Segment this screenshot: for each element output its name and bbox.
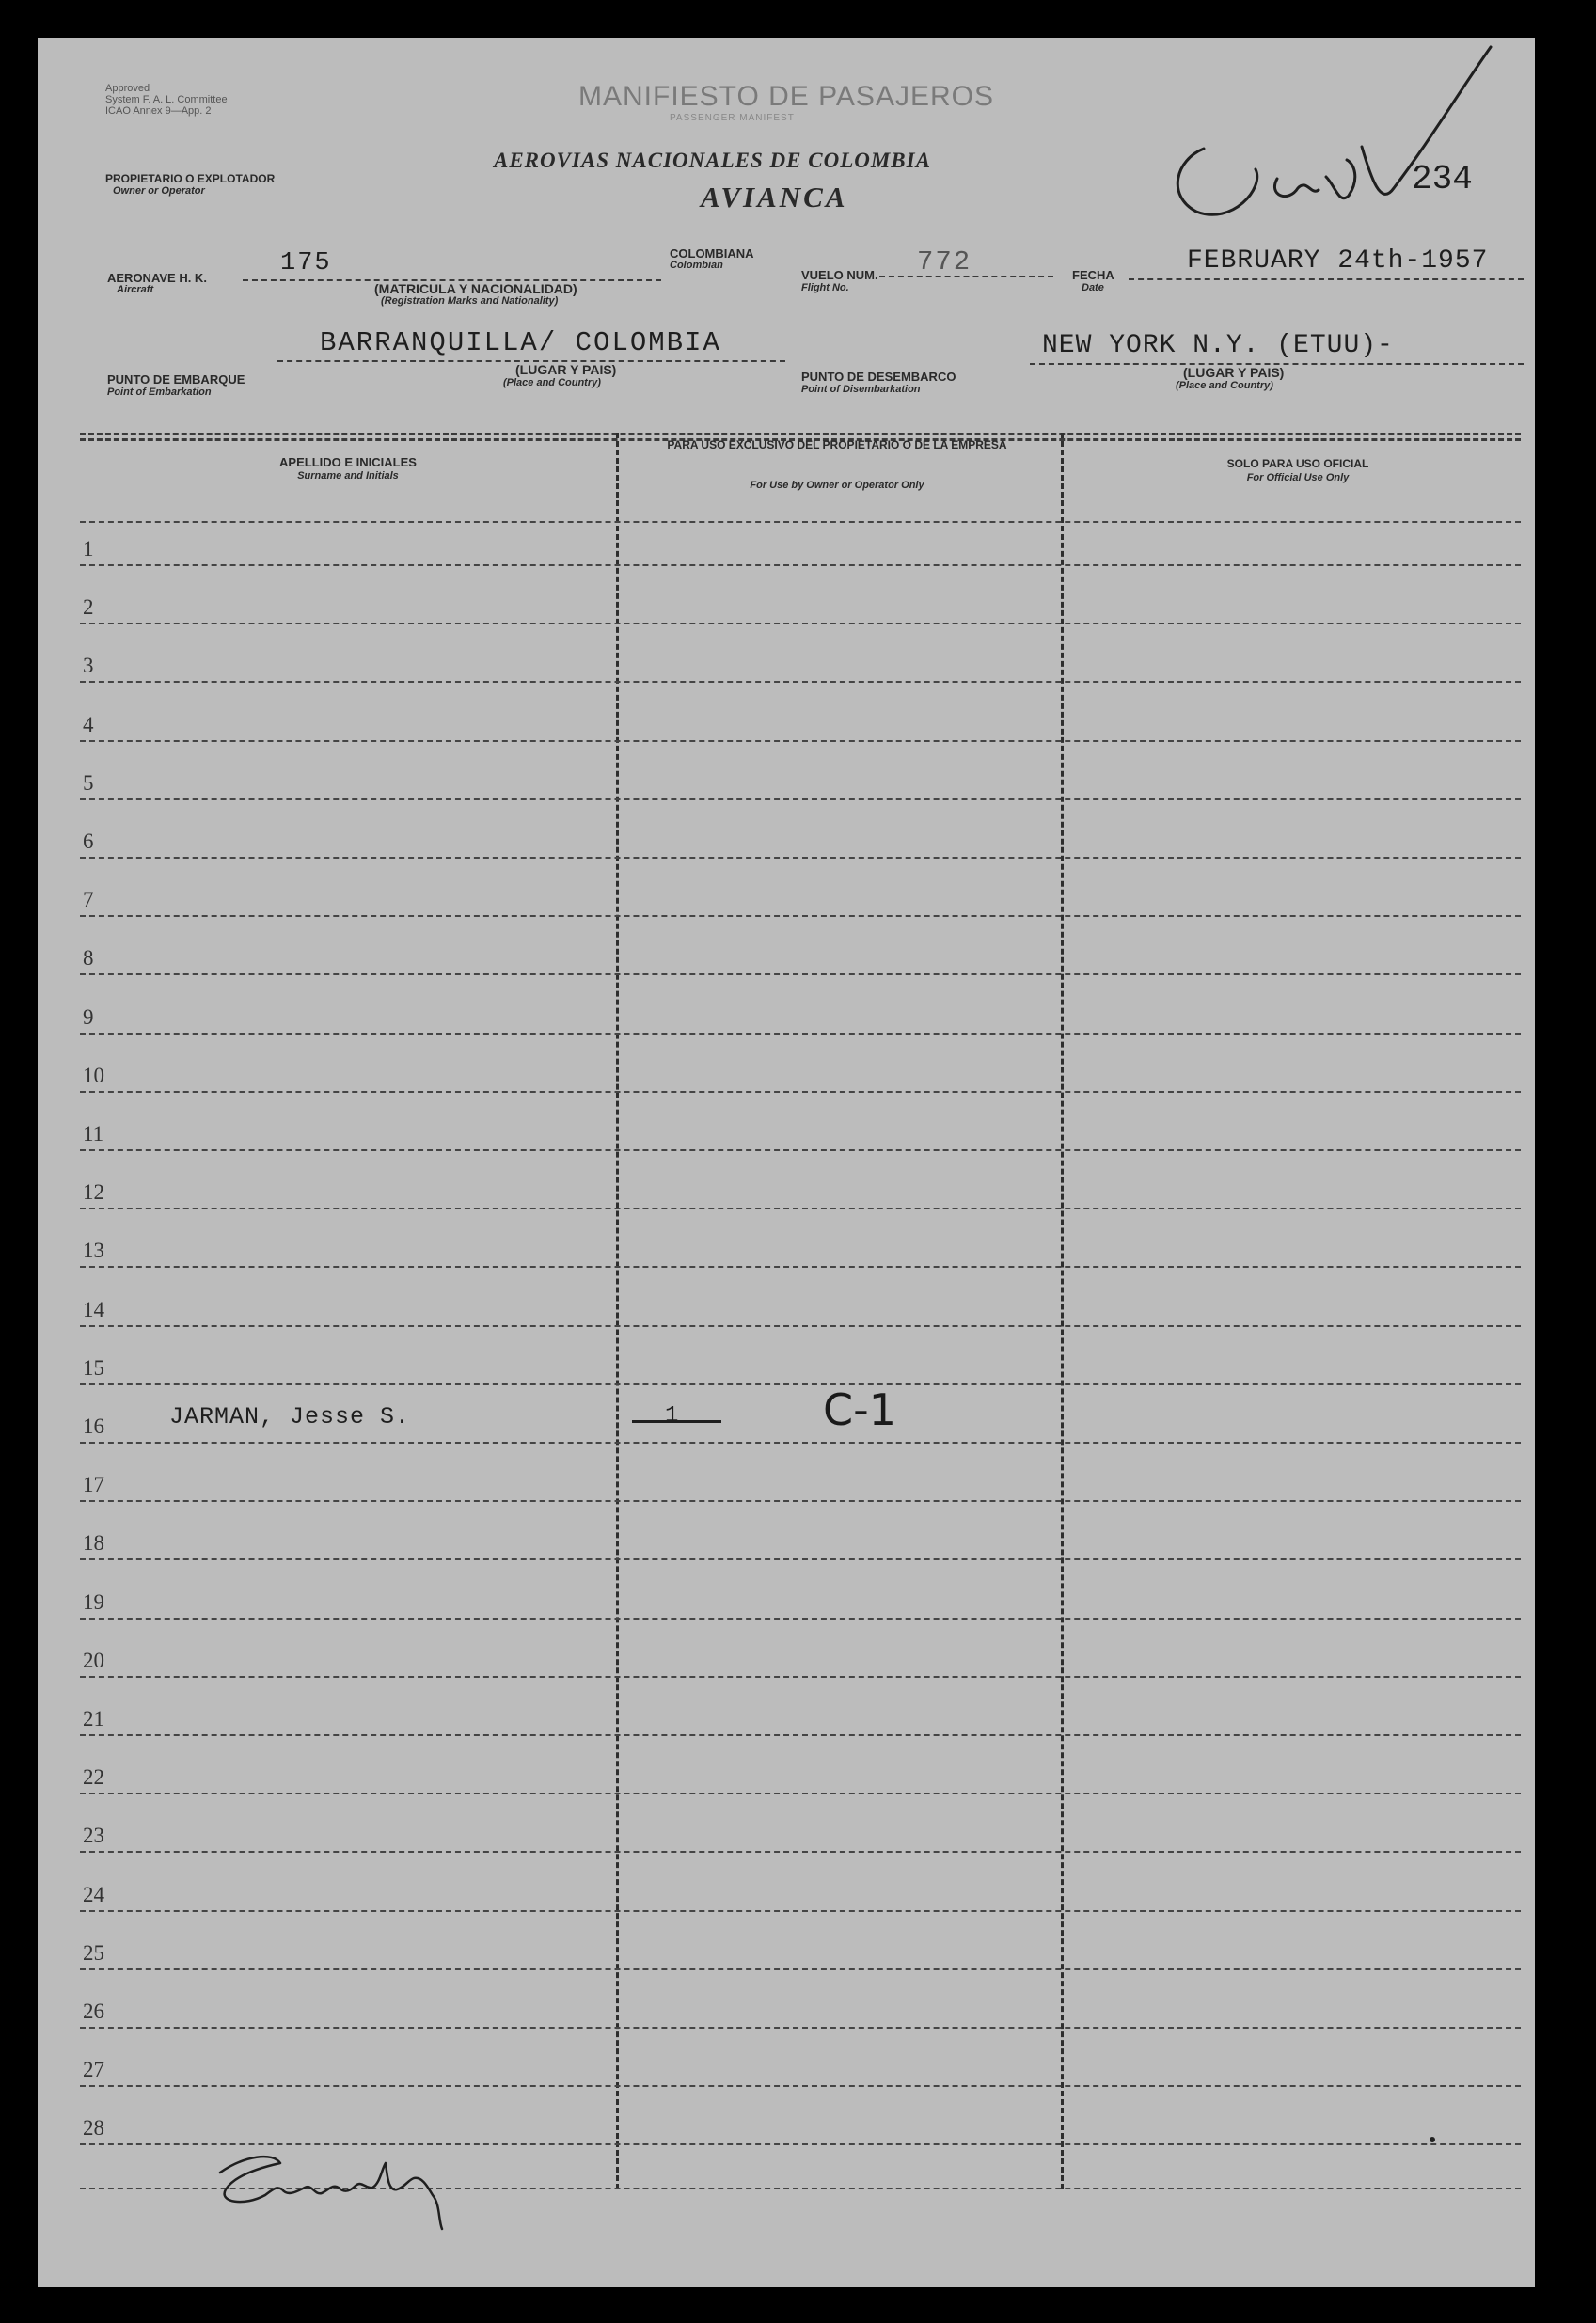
- manifest-sheet: [38, 38, 1535, 2287]
- row-number: 3: [83, 654, 94, 677]
- table-row: [80, 1851, 1521, 1853]
- col-operator-header: PARA USO EXCLUSIVO DEL PROPIETARIO O DE LA EMPRESA: [667, 438, 1007, 451]
- row-number: 19: [83, 1590, 104, 1614]
- disembark-label-en: Point of Disembarkation: [801, 384, 921, 395]
- row-number: 22: [83, 1765, 104, 1789]
- official-mark: C-1: [823, 1384, 896, 1435]
- table-row: [80, 1793, 1521, 1794]
- table-row: [80, 681, 1521, 683]
- row-number: 1: [83, 537, 94, 561]
- approval-block: [105, 83, 228, 117]
- table-row: [80, 1149, 1521, 1151]
- row-number: 13: [83, 1239, 104, 1262]
- row-number: 17: [83, 1473, 104, 1496]
- row-number: 4: [83, 713, 94, 736]
- disembark-place-label-en: (Place and Country): [1176, 380, 1273, 391]
- table-row: [80, 857, 1521, 859]
- form-title-en: PASSENGER MANIFEST: [670, 113, 795, 123]
- table-row: [80, 915, 1521, 917]
- table-row: [80, 1266, 1521, 1268]
- aircraft-label: AERONAVE H. K.: [107, 271, 207, 285]
- flight-label-en: Flight No.: [801, 282, 849, 293]
- embark-label-en: Point of Embarkation: [107, 387, 212, 398]
- col-surname-header: APELLIDO E INICIALES: [279, 455, 417, 469]
- embark-value: BARRANQUILLA/ COLOMBIA: [320, 327, 721, 358]
- nationality-label-en: Colombian: [670, 260, 723, 271]
- row-number: 6: [83, 830, 94, 853]
- row-number: 21: [83, 1707, 104, 1730]
- registration-label-en: (Registration Marks and Nationality): [381, 295, 559, 307]
- embark-label: PUNTO DE EMBARQUE: [107, 372, 245, 387]
- table-row: [80, 1910, 1521, 1912]
- row-number: 7: [83, 888, 94, 911]
- row-number: 11: [83, 1122, 104, 1146]
- airline-brand: AVIANCA: [701, 181, 848, 213]
- row-number: 20: [83, 1649, 104, 1672]
- flight-label: VUELO NUM.: [801, 268, 878, 282]
- signature: [207, 2135, 517, 2238]
- table-row: [80, 798, 1521, 800]
- row-number: 2: [83, 595, 94, 619]
- row-number: 27: [83, 2058, 104, 2081]
- row-number: 25: [83, 1941, 104, 1965]
- registration-label: (MATRICULA Y NACIONALIDAD): [374, 281, 577, 296]
- table-row: [80, 1383, 1521, 1385]
- date-value: FEBRUARY 24th-1957: [1187, 246, 1489, 276]
- table-row: [80, 740, 1521, 742]
- passenger-name: JARMAN, Jesse S.: [169, 1403, 411, 1430]
- owner-label: PROPIETARIO O EXPLOTADOR: [105, 172, 276, 185]
- row-number: 5: [83, 771, 94, 795]
- aircraft-label-en: Aircraft: [117, 284, 154, 295]
- aircraft-number: 175: [280, 249, 332, 277]
- disembark-value: NEW YORK N.Y. (ETUU)-: [1042, 331, 1394, 360]
- date-label: FECHA: [1072, 268, 1114, 282]
- page-number: 234: [1412, 160, 1473, 198]
- row-number: 26: [83, 1999, 104, 2023]
- row-number: 16: [83, 1414, 104, 1438]
- row-number: 23: [83, 1824, 104, 1847]
- table-row: [80, 564, 1521, 566]
- approval-line: System F. A. L. Committee: [105, 94, 228, 105]
- table-row: [80, 1442, 1521, 1444]
- table-row: [80, 1500, 1521, 1502]
- table-row: [80, 1325, 1521, 1327]
- col-operator-header-en: For Use by Owner or Operator Only: [750, 480, 924, 491]
- row-number: 18: [83, 1531, 104, 1555]
- approval-line: ICAO Annex 9—App. 2: [105, 105, 212, 117]
- embark-place-label-en: (Place and Country): [503, 377, 601, 388]
- table-row: [80, 1734, 1521, 1736]
- table-row: [80, 1208, 1521, 1209]
- column-divider: [616, 433, 619, 2189]
- table-row: [80, 623, 1521, 624]
- date-label-en: Date: [1082, 282, 1104, 293]
- row-number: 15: [83, 1356, 104, 1380]
- table-row: [80, 1558, 1521, 1560]
- customs-initials-scribble: [1147, 38, 1542, 226]
- table-row: [80, 1618, 1521, 1620]
- owner-label-en: Owner or Operator: [113, 185, 205, 197]
- disembark-label: PUNTO DE DESEMBARCO: [801, 370, 956, 384]
- table-row: [80, 1091, 1521, 1093]
- col-surname-header-en: Surname and Initials: [297, 470, 399, 482]
- row-number: 28: [83, 2116, 104, 2140]
- table-row: [80, 2027, 1521, 2029]
- airline-name: AEROVIAS NACIONALES DE COLOMBIA: [494, 149, 931, 172]
- column-divider: [1061, 433, 1064, 2189]
- nationality-label: COLOMBIANA: [670, 246, 754, 261]
- col-official-header: SOLO PARA USO OFICIAL: [1226, 457, 1369, 470]
- col-official-header-en: For Official Use Only: [1246, 472, 1350, 483]
- row-number: 9: [83, 1005, 94, 1029]
- row-number: 24: [83, 1883, 104, 1906]
- disembark-place-label: (LUGAR Y PAIS): [1183, 365, 1285, 380]
- ink-dot: [1430, 2137, 1435, 2142]
- row-number: 8: [83, 946, 94, 970]
- table-row: [80, 2085, 1521, 2087]
- operator-mark: 1: [632, 1407, 721, 1435]
- flight-number: 772: [917, 246, 972, 277]
- table-row: [80, 1033, 1521, 1035]
- table-row: [80, 973, 1521, 975]
- approval-line: Approved: [105, 83, 150, 94]
- table-row: [80, 1676, 1521, 1678]
- row-number: 10: [83, 1064, 104, 1087]
- embark-place-label: (LUGAR Y PAIS): [515, 362, 617, 377]
- row-number: 12: [83, 1180, 104, 1204]
- form-title: MANIFIESTO DE PASAJEROS: [578, 81, 994, 112]
- table-row: [80, 1968, 1521, 1970]
- row-number: 14: [83, 1298, 104, 1321]
